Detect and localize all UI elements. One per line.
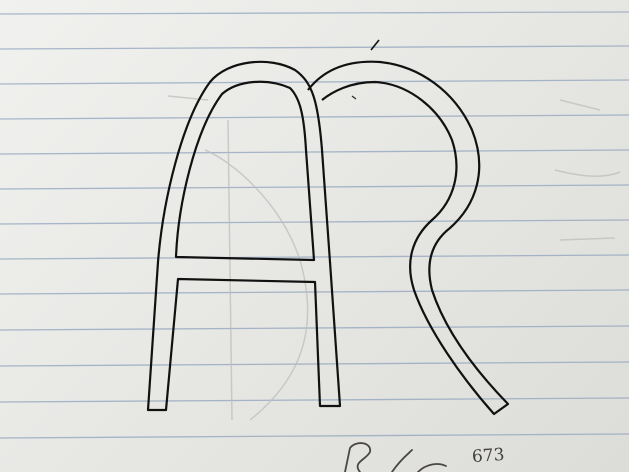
pen-tick xyxy=(371,40,379,50)
pen-dot xyxy=(352,96,356,99)
bottom-scribble xyxy=(345,443,446,472)
ruled-lines xyxy=(0,12,629,438)
letter-a-counter xyxy=(176,82,314,260)
letter-r-outline xyxy=(308,62,508,414)
handwritten-number: 673 xyxy=(471,444,506,468)
